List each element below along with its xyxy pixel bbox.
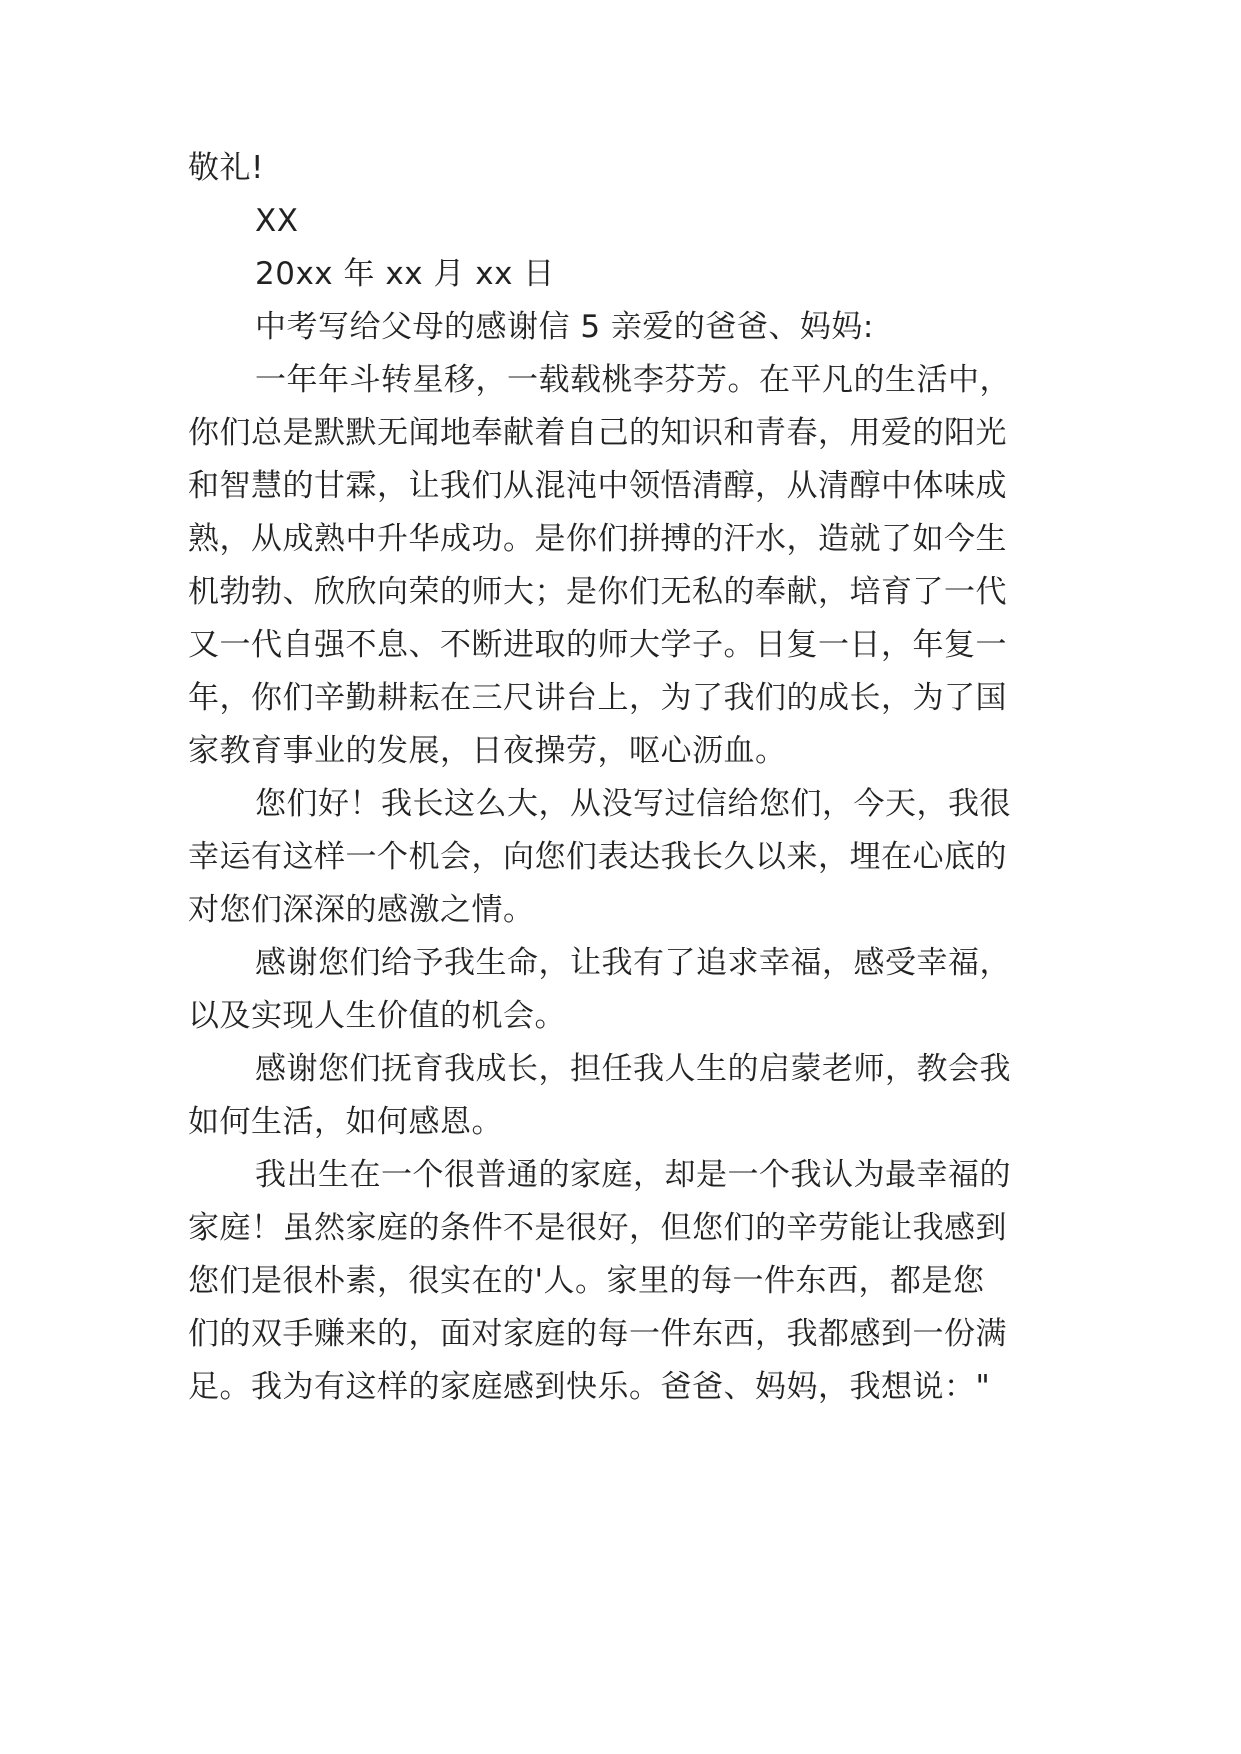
paragraph-1-line-6: 又一代自强不息、不断进取的师大学子。日复一日，年复一 xyxy=(188,627,1007,663)
paragraph-1-line-7: 年，你们辛勤耕耘在三尺讲台上，为了我们的成长，为了国 xyxy=(188,680,1007,716)
paragraph-3-line-1: 感谢您们给予我生命，让我有了追求幸福，感受幸福， xyxy=(255,945,1011,981)
paragraph-5-line-2: 家庭！虽然家庭的条件不是很好，但您们的辛劳能让我感到 xyxy=(188,1210,1007,1246)
paragraph-4-line-2: 如何生活，如何感恩。 xyxy=(188,1104,503,1140)
paragraph-2-line-1: 您们好！我长这么大，从没写过信给您们，今天，我很 xyxy=(255,786,1011,822)
closing-salute: 敬礼! xyxy=(188,150,264,186)
paragraph-1-line-3: 和智慧的甘霖，让我们从混沌中领悟清醇，从清醇中体味成 xyxy=(188,468,1007,504)
paragraph-2-line-3: 对您们深深的感激之情。 xyxy=(188,892,535,928)
paragraph-5-line-4: 们的双手赚来的，面对家庭的每一件东西，我都感到一份满 xyxy=(188,1316,1007,1352)
paragraph-1-line-8: 家教育事业的发展，日夜操劳，呕心沥血。 xyxy=(188,733,787,769)
paragraph-5-line-1: 我出生在一个很普通的家庭，却是一个我认为最幸福的 xyxy=(255,1157,1011,1193)
signature-name: XX xyxy=(255,203,299,239)
paragraph-1-line-1: 一年年斗转星移，一载载桃李芬芳。在平凡的生活中， xyxy=(255,362,1011,398)
letter-date: 20xx 年 xx 月 xx 日 xyxy=(255,256,555,292)
paragraph-5-line-5: 足。我为有这样的家庭感到快乐。爸爸、妈妈，我想说：" xyxy=(188,1369,991,1405)
paragraph-5-line-3: 您们是很朴素，很实在的'人。家里的每一件东西，都是您 xyxy=(188,1263,985,1299)
letter-heading: 中考写给父母的感谢信 5 亲爱的爸爸、妈妈: xyxy=(255,309,874,345)
paragraph-2-line-2: 幸运有这样一个机会，向您们表达我长久以来，埋在心底的 xyxy=(188,839,1007,875)
paragraph-3-line-2: 以及实现人生价值的机会。 xyxy=(188,998,566,1034)
paragraph-1-line-5: 机勃勃、欣欣向荣的师大；是你们无私的奉献，培育了一代 xyxy=(188,574,1007,610)
paragraph-1-line-4: 熟，从成熟中升华成功。是你们拼搏的汗水，造就了如今生 xyxy=(188,521,1007,557)
paragraph-1-line-2: 你们总是默默无闻地奉献着自己的知识和青春，用爱的阳光 xyxy=(188,415,1007,451)
paragraph-4-line-1: 感谢您们抚育我成长，担任我人生的启蒙老师，教会我 xyxy=(255,1051,1011,1087)
